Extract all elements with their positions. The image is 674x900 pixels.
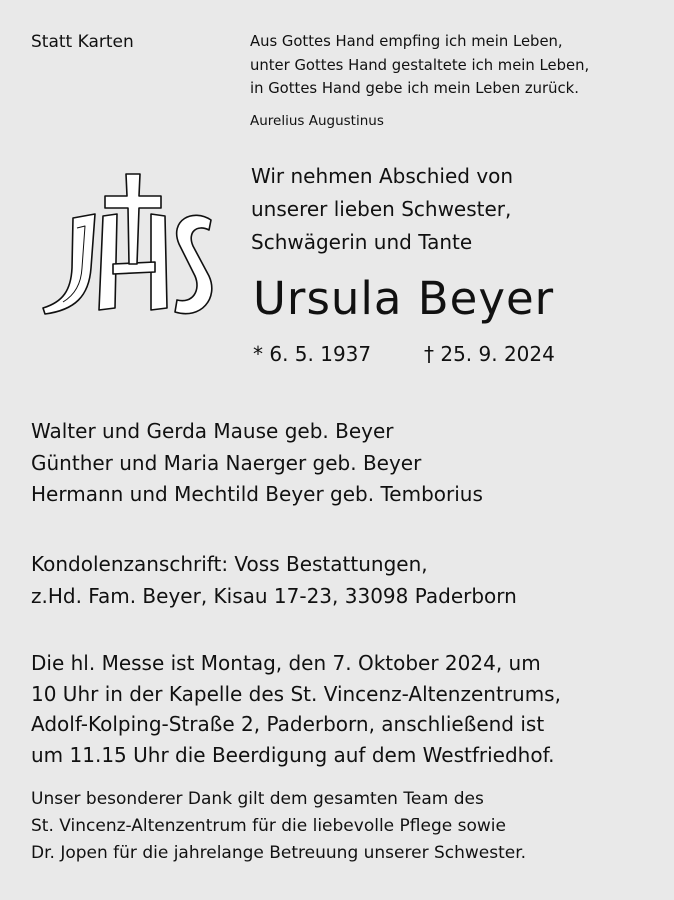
mass-line: um 11.15 Uhr die Beerdigung auf dem Westfriedhof.	[31, 742, 555, 767]
condolence-address	[31, 548, 517, 612]
thanks-line: St. Vincenz-Altenzentrum für die liebevolle Pflege sowie	[31, 816, 506, 836]
address-line: Kondolenzanschrift: Voss Bestattungen,	[31, 552, 428, 576]
quote-line: in Gottes Hand gebe ich mein Leben zurück.	[250, 80, 579, 97]
quote-line: unter Gottes Hand gestaltete ich mein Leben,	[250, 56, 590, 74]
mass-information	[31, 648, 561, 770]
farewell-line: Schwägerin und Tante	[251, 230, 473, 254]
mourners-list	[31, 416, 483, 511]
quote-author: Aurelius Augustinus	[250, 113, 384, 129]
thanks-line: Unser besonderer Dank gilt dem gesamten Team des	[31, 789, 484, 809]
thanks-line: Dr. Jopen für die jahrelange Betreuung unserer Schwester.	[31, 843, 527, 863]
statt-karten-label: Statt Karten	[31, 32, 134, 52]
farewell-line: unserer lieben Schwester,	[251, 197, 512, 221]
mourner-line: Hermann und Mechtild Beyer geb. Temborius	[31, 482, 483, 506]
mourner-line: Walter und Gerda Mause geb. Beyer	[31, 419, 394, 443]
bible-quote	[250, 30, 589, 101]
death-date: † 25. 9. 2024	[424, 342, 555, 366]
address-line: z.Hd. Fam. Beyer, Kisau 17-23, 33098 Paderborn	[31, 584, 517, 608]
birth-date: * 6. 5. 1937	[253, 342, 372, 366]
farewell-text	[251, 160, 513, 259]
mourner-line: Günther und Maria Naerger geb. Beyer	[31, 450, 422, 475]
deceased-name: Ursula Beyer	[253, 272, 555, 325]
mass-line: 10 Uhr in der Kapelle des St. Vincenz-Altenzentrums,	[31, 681, 561, 706]
farewell-line: Wir nehmen Abschied von	[251, 164, 514, 188]
ihs-christogram-icon	[33, 168, 223, 320]
quote-line: Aus Gottes Hand empfing ich mein Leben,	[250, 33, 563, 50]
mass-line: Adolf-Kolping-Straße 2, Paderborn, anschließend ist	[31, 712, 545, 736]
thanks-text	[31, 786, 526, 867]
mass-line: Die hl. Messe ist Montag, den 7. Oktober 2024, um	[31, 651, 541, 675]
